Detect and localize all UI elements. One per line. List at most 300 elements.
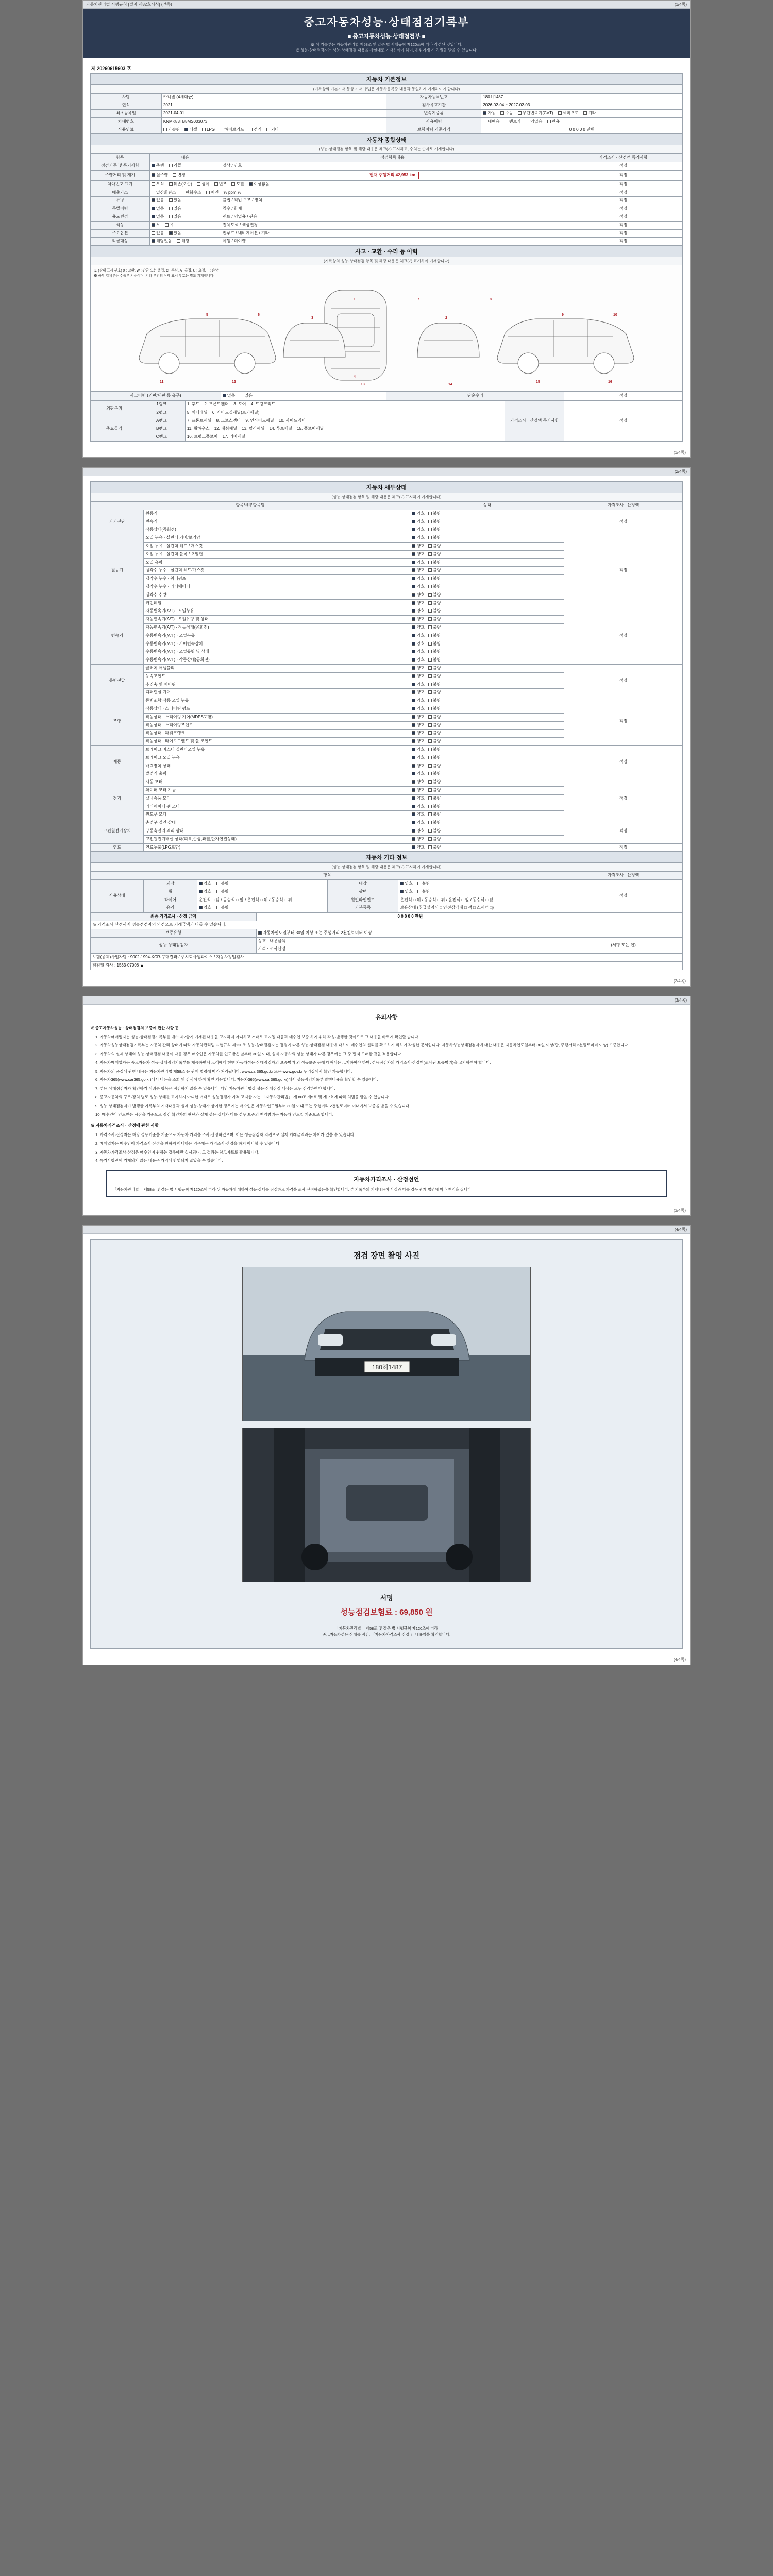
opt-good[interactable]: 양호 <box>412 820 424 826</box>
device-group-label: 변속기 <box>91 607 144 665</box>
opt-bad[interactable]: 불량 <box>428 690 441 696</box>
notice-item: 7. 성능·상태점검자가 확인하기 어려운 항목은 점검하지 않을 수 있습니다. 다만 자동차관리법상 성능·상태점검 대상은 모두 점검하여야 합니다. <box>95 1086 335 1091</box>
device-state-options[interactable] <box>410 705 564 713</box>
rank-a-label: A랭크 <box>138 417 185 425</box>
declaration-title: 자동차가격조사 · 산정선언 <box>354 1177 419 1183</box>
opt-good[interactable]: 양호 <box>412 544 424 549</box>
device-state-options[interactable] <box>410 656 564 665</box>
opt-bad[interactable]: 불량 <box>428 601 441 606</box>
device-state-options[interactable] <box>410 754 564 762</box>
device-state-options[interactable] <box>410 794 564 803</box>
device-state-options[interactable] <box>410 811 564 819</box>
opt-good[interactable]: 양호 <box>412 788 424 793</box>
opt-government[interactable]: 관용 <box>547 119 560 125</box>
opt-bad[interactable]: 불량 <box>428 641 441 647</box>
device-item-label: 변속기 <box>144 518 410 526</box>
device-state-options[interactable] <box>410 721 564 730</box>
transmission-options[interactable] <box>481 110 683 118</box>
section-other-title: 자동차 기타 정보 <box>90 852 683 863</box>
photo-underbody-svg <box>243 1428 531 1582</box>
detail-state-table <box>90 501 683 852</box>
item: 8. 크로스멤버 <box>216 418 241 423</box>
device-state-options[interactable] <box>410 510 564 518</box>
opt-actual[interactable]: 실주행 <box>152 173 168 178</box>
opt-good[interactable]: 양호 <box>412 511 424 517</box>
opt-good[interactable]: 양호 <box>199 881 211 887</box>
rank-1-items <box>185 401 505 409</box>
device-item-label: 수동변속기(M/T) · 기어변속장치 <box>144 640 410 648</box>
opt-good[interactable]: 양호 <box>412 755 424 761</box>
opt-bad[interactable]: 불량 <box>428 845 441 851</box>
opt-bad[interactable]: 불량 <box>428 820 441 826</box>
row-state: 이행 / 미이행 <box>221 238 564 246</box>
opt-painted[interactable]: 도말 <box>231 182 244 188</box>
opt-good[interactable]: 양호 <box>412 535 424 541</box>
opt-good[interactable]: 양호 <box>412 804 424 810</box>
other-note-value: 적정 <box>564 880 683 912</box>
opt-good[interactable]: 양호 <box>412 584 424 590</box>
inspector-row-1: 상호 · 내용금액 <box>256 937 564 945</box>
opt-bad[interactable]: 불량 <box>428 682 441 688</box>
declaration-body: 「자동차관리법」 제58조 및 같은 법 시행규칙 제120조에 따라 위 자동차에 대하여 성능·상태를 점검하고 가격을 조사·산정하였음을 확인합니다. 본 기록부의 기재내용이 사실과 다를 경우 관계 법령에 따라 책임을 집니다. <box>113 1187 473 1192</box>
item: 7. 프론트패널 <box>187 418 212 423</box>
sign-label: 서명 <box>380 1594 393 1602</box>
opt-good[interactable]: 양호 <box>412 739 424 744</box>
opt-good[interactable]: 양호 <box>412 706 424 712</box>
device-state-options[interactable] <box>410 599 564 607</box>
svg-text:10: 10 <box>613 313 617 317</box>
opt-yes[interactable]: 있음 <box>169 214 181 220</box>
device-state-options[interactable] <box>410 689 564 697</box>
opt-good[interactable]: 양호 <box>412 625 424 631</box>
table-row <box>91 213 683 222</box>
opt-bad[interactable]: 불량 <box>417 889 430 895</box>
opt-bad[interactable]: 불량 <box>216 905 229 911</box>
row-state: 썬루프 / 내비게이션 / 기타 <box>221 229 564 238</box>
opt-good[interactable]: 양호 <box>412 828 424 834</box>
opt-bad[interactable]: 불량 <box>428 723 441 728</box>
opt-good[interactable]: 양호 <box>412 633 424 639</box>
opt-bad[interactable]: 불량 <box>216 881 229 887</box>
opt-good[interactable]: 양호 <box>412 771 424 777</box>
opt-different[interactable]: 상이 <box>197 182 209 188</box>
notice-item: 2. 매매업자는 매수인이 가격조사·산정을 원하지 아니하는 경우에는 가격조사·산정을 하지 아니할 수 있습니다. <box>95 1141 281 1146</box>
opt-bad[interactable]: 불량 <box>428 779 441 785</box>
device-item-label: 자동변속기(A/T) · 작동상태(공회전) <box>144 623 410 632</box>
svg-text:180허1487: 180허1487 <box>372 1364 402 1371</box>
opt-bad[interactable]: 불량 <box>428 764 441 769</box>
device-state-options[interactable] <box>410 738 564 746</box>
device-group-note: 적정 <box>564 778 683 819</box>
opt-warranty[interactable]: 자동차인도일부터 30일 이상 또는 주행거리 2천킬로미터 이상 <box>258 930 372 936</box>
opt-auto[interactable]: 자동 <box>483 111 495 116</box>
opt-good[interactable]: 양호 <box>412 747 424 753</box>
opt-bad[interactable]: 불량 <box>428 576 441 582</box>
opt-na[interactable]: 해당없음 <box>152 239 172 244</box>
opt-bad[interactable]: 불량 <box>428 755 441 761</box>
opt-altered[interactable]: 변조 <box>214 182 227 188</box>
row-note: 적정 <box>564 213 683 222</box>
device-state-options[interactable] <box>410 786 564 794</box>
opt-good[interactable]: 양호 <box>412 723 424 728</box>
opt-good[interactable]: 양호 <box>412 568 424 573</box>
table-header-row <box>91 154 683 162</box>
device-state-options[interactable] <box>410 762 564 770</box>
device-state-options[interactable] <box>410 770 564 778</box>
section-basic-note: (기록상의 기본기재 통상 기재 방법은 자동차등록증 내용과 동일하게 기재하여야 합니다) <box>90 85 683 93</box>
device-state-options[interactable] <box>410 819 564 827</box>
opt-good[interactable]: 양호 <box>412 592 424 598</box>
device-item-label: 수동변속기(M/T) · 오일유량 및 상태 <box>144 648 410 656</box>
table-row <box>91 819 683 827</box>
opt-lpg[interactable]: LPG <box>202 127 215 133</box>
opt-good[interactable]: 양호 <box>412 641 424 647</box>
row-note: 적정 <box>564 197 683 205</box>
inspection-fee <box>96 1603 677 1622</box>
other-col-item: 항목 <box>91 872 564 880</box>
opt-good[interactable]: 양호 <box>412 552 424 557</box>
device-state-options[interactable] <box>410 543 564 551</box>
device-item-label: 고전원전기배선 상태(피복,손상,과열,단자연결상태) <box>144 835 410 843</box>
rank-1-label: 1랭크 <box>138 401 185 409</box>
device-state-options[interactable] <box>410 681 564 689</box>
opt-bad[interactable]: 불량 <box>417 881 430 887</box>
device-state-options[interactable] <box>410 526 564 534</box>
opt-good[interactable]: 양호 <box>412 764 424 769</box>
opt-corrosion[interactable]: 부식 <box>152 182 164 188</box>
page-2-topbar <box>83 468 690 476</box>
opt-bad[interactable]: 불량 <box>428 828 441 834</box>
opt-bad[interactable]: 불량 <box>428 666 441 671</box>
row-label: 배출가스 <box>91 189 150 197</box>
item: 1. 후드 <box>187 402 200 407</box>
opt-bad[interactable]: 불량 <box>428 608 441 614</box>
opt-good[interactable]: 양호 <box>412 796 424 802</box>
opt-acc-yes[interactable]: 있음 <box>240 393 252 399</box>
opt-manual[interactable]: 수동 <box>500 111 513 116</box>
opt-no[interactable]: 무 <box>152 223 160 228</box>
device-group-note: 적정 <box>564 697 683 746</box>
device-state-options[interactable] <box>410 778 564 787</box>
photo-underbody <box>242 1428 531 1582</box>
svg-text:16: 16 <box>608 380 612 384</box>
notice-item: 3. 자동차의 실제 상태와 성능·상태점검 내용이 다를 경우 매수인은 자동차를 인도받은 날부터 30일 이내, 실제 자동차의 성능·상태가 다른 경우에는 그 중 먼저 도래한 것을 적용합니다. <box>95 1052 402 1057</box>
opt-damaged[interactable]: 훼손(오손) <box>169 182 192 188</box>
opt-bad[interactable]: 불량 <box>428 560 441 566</box>
opt-bad[interactable]: 불량 <box>428 706 441 712</box>
device-state-options[interactable] <box>410 616 564 624</box>
opt-bad[interactable]: 불량 <box>428 657 441 663</box>
opt-fuel-other[interactable]: 기타 <box>266 127 279 133</box>
opt-rental[interactable]: 대여용 <box>483 119 499 125</box>
page-4-topbar <box>83 1226 690 1234</box>
opt-bad[interactable]: 불량 <box>428 812 441 818</box>
opt-bad[interactable]: 불량 <box>216 889 229 895</box>
opt-good[interactable]: 양호 <box>412 779 424 785</box>
opt-good[interactable]: 양호 <box>412 617 424 622</box>
device-state-options[interactable] <box>410 558 564 567</box>
damage-diagram <box>90 265 683 392</box>
opt-other[interactable]: 기타 <box>583 111 596 116</box>
device-item-label: 작동상태 · 파워크랭크 <box>144 730 410 738</box>
row-sub[interactable] <box>149 171 221 181</box>
device-state-options[interactable] <box>410 640 564 648</box>
opt-good[interactable]: 양호 <box>412 666 424 671</box>
row-label: 연식 <box>91 101 162 110</box>
opt-cvt[interactable]: 무단변속기(CVT) <box>518 111 553 116</box>
row-note: 적정 <box>564 189 683 197</box>
warranty-option[interactable] <box>256 929 682 937</box>
opt-good[interactable]: 양호 <box>412 698 424 704</box>
opt-bad[interactable]: 불량 <box>428 592 441 598</box>
table-row <box>91 401 683 409</box>
outer-panel-label: 외판부위 <box>91 401 138 417</box>
accident-label: 사고이력 (외판/내판 등 유무) <box>91 392 221 400</box>
device-item-label: 발전기 출력 <box>144 770 410 778</box>
opt-semiauto[interactable]: 세미오토 <box>558 111 579 116</box>
device-state-options[interactable] <box>410 648 564 656</box>
row-options[interactable] <box>197 888 327 896</box>
inspector-label: 성능·상태점검자 <box>91 937 257 954</box>
row-state: 불법 / 적법 구조 / 장치 <box>221 197 564 205</box>
table-row <box>91 962 683 970</box>
device-state-options[interactable] <box>410 518 564 526</box>
inner-frame-label: 주요골격 <box>91 417 138 441</box>
opt-applicable[interactable]: 해당 <box>177 239 189 244</box>
opt-bad[interactable]: 불량 <box>428 771 441 777</box>
section-detail-note: (성능·상태점검 항목 및 해당 내용은 체크(✓) 표시하여 기재합니다) <box>90 493 683 501</box>
note-col-value: 적정 <box>564 401 683 442</box>
device-item-label: 와이퍼 모터 기능 <box>144 786 410 794</box>
opt-bad[interactable]: 불량 <box>428 527 441 533</box>
device-state-options[interactable] <box>410 607 564 616</box>
opt-bad[interactable]: 불량 <box>428 788 441 793</box>
row-sub[interactable] <box>149 189 564 197</box>
opt-co[interactable]: 일산화탄소 <box>152 190 176 196</box>
simple-repair-label: 단순수리 <box>386 392 564 400</box>
item: 10. 사이드멤버 <box>278 418 306 423</box>
page-4-number: (4/4쪽) <box>674 1227 687 1232</box>
opt-good[interactable]: 양호 <box>412 576 424 582</box>
opt-good[interactable]: 양호 <box>412 845 424 851</box>
table-row <box>91 229 683 238</box>
opt-bad[interactable]: 불량 <box>428 511 441 517</box>
opt-good[interactable]: 양호 <box>412 812 424 818</box>
insurance-base-price: 0 0 0 0 0 만원 <box>481 126 683 134</box>
opt-good[interactable]: 양호 <box>412 560 424 566</box>
opt-good[interactable]: 양호 <box>412 674 424 680</box>
table-row <box>91 205 683 213</box>
col-major-device: 항목/세부항목명 <box>91 502 410 510</box>
row-label: 자동차등록번호 <box>386 93 481 101</box>
row-sub[interactable] <box>149 238 221 246</box>
opt-good[interactable]: 양호 <box>412 690 424 696</box>
opt-hc[interactable]: 탄화수소 <box>181 190 201 196</box>
opt-yes[interactable]: 있음 <box>169 231 181 236</box>
opt-bad[interactable]: 불량 <box>428 747 441 753</box>
opt-none[interactable]: 이상없음 <box>249 182 270 188</box>
table-row <box>91 93 683 101</box>
opt-yes[interactable]: 유 <box>165 223 174 228</box>
opt-smoke[interactable]: 매연 <box>206 190 219 196</box>
opt-acc-none[interactable]: 없음 <box>223 393 235 399</box>
item: 2. 프론트펜더 <box>204 402 229 407</box>
other-col-price: 가격조사 · 산정액 <box>564 872 683 880</box>
accident-history-table <box>90 392 683 400</box>
row-sub[interactable] <box>149 229 221 238</box>
opt-good[interactable]: 양호 <box>412 601 424 606</box>
opt-bad[interactable]: 불량 <box>428 698 441 704</box>
opt-good[interactable]: 양호 <box>412 519 424 525</box>
device-item-label: 오일 누유 · 실린더 헤드 / 개스킷 <box>144 543 410 551</box>
row-options-right[interactable] <box>398 888 564 896</box>
opt-bad[interactable]: 불량 <box>428 535 441 541</box>
opt-good[interactable]: 양호 <box>199 905 211 911</box>
svg-text:3: 3 <box>311 316 313 320</box>
opt-b[interactable]: 리콜 <box>169 163 181 169</box>
opt-no[interactable]: 없음 <box>152 214 164 220</box>
opt-good[interactable]: 양호 <box>412 682 424 688</box>
opt-no[interactable]: 없음 <box>152 198 164 204</box>
device-state-options[interactable] <box>410 835 564 843</box>
rank-c-label: C랭크 <box>138 433 185 442</box>
opt-bad[interactable]: 불량 <box>428 674 441 680</box>
accident-options[interactable] <box>221 392 386 400</box>
opt-bad[interactable]: 불량 <box>428 519 441 525</box>
row-state: 정상 / 양호 <box>221 162 564 171</box>
opt-bad[interactable]: 불량 <box>428 715 441 720</box>
table-row <box>91 189 683 197</box>
row-options[interactable] <box>197 880 327 888</box>
inspector-sign[interactable]: (서명 또는 인) <box>564 937 683 954</box>
rank-2-label: 2랭크 <box>138 409 185 417</box>
photo-section-title: 점검 장면 촬영 사진 <box>353 1251 420 1261</box>
opt-a[interactable]: 주행 <box>152 163 164 169</box>
opt-bad[interactable]: 불량 <box>428 633 441 639</box>
row-sub[interactable] <box>149 162 221 171</box>
device-state-options[interactable] <box>410 550 564 558</box>
accident-note: 적정 <box>564 392 683 400</box>
opt-bad[interactable]: 불량 <box>428 649 441 655</box>
device-state-options[interactable] <box>410 591 564 599</box>
row-label: 리콜대상 <box>91 238 150 246</box>
row-label: 외장 <box>144 880 197 888</box>
notice-title: 유의사항 <box>375 1014 398 1021</box>
svg-text:1: 1 <box>354 298 356 302</box>
table-row <box>91 101 683 110</box>
device-state-options[interactable] <box>410 575 564 583</box>
device-state-options[interactable] <box>410 664 564 672</box>
opt-good[interactable]: 양호 <box>199 889 211 895</box>
opt-good[interactable]: 양호 <box>412 649 424 655</box>
row-options-right[interactable] <box>398 880 564 888</box>
opt-bad[interactable]: 불량 <box>428 625 441 631</box>
opt-good[interactable]: 양호 <box>400 881 412 887</box>
opt-hybrid[interactable]: 하이브리드 <box>220 127 244 133</box>
opt-good[interactable]: 양호 <box>412 731 424 736</box>
opt-gasoline[interactable]: 가솔린 <box>163 127 180 133</box>
opt-good[interactable]: 양호 <box>412 527 424 533</box>
opt-diesel[interactable]: 디젤 <box>184 127 197 133</box>
opt-good[interactable]: 양호 <box>412 837 424 842</box>
row-sub[interactable] <box>149 221 221 229</box>
row-sub[interactable] <box>149 197 221 205</box>
page-4-footer: (4/4쪽) <box>673 1657 686 1662</box>
row-sub[interactable] <box>149 180 564 189</box>
device-state-options[interactable] <box>410 534 564 543</box>
device-state-options[interactable] <box>410 827 564 835</box>
device-state-options[interactable] <box>410 623 564 632</box>
opt-good[interactable]: 양호 <box>400 889 412 895</box>
svg-text:6: 6 <box>258 313 260 317</box>
device-item-label: 브레이크 오일 누유 <box>144 754 410 762</box>
row-options[interactable] <box>197 904 327 912</box>
device-state-options[interactable] <box>410 567 564 575</box>
device-item-label: 냉각수 누수 · 라디에이터 <box>144 583 410 591</box>
fuel-options[interactable] <box>161 126 386 134</box>
device-state-options[interactable] <box>410 843 564 852</box>
opt-rentcar[interactable]: 렌트카 <box>505 119 521 125</box>
opt-bad[interactable]: 불량 <box>428 804 441 810</box>
device-state-options[interactable] <box>410 713 564 721</box>
device-state-options[interactable] <box>410 632 564 640</box>
opt-electric[interactable]: 전기 <box>249 127 261 133</box>
device-state-options[interactable] <box>410 745 564 754</box>
rank-a-items <box>185 417 505 425</box>
opt-bad[interactable]: 불량 <box>428 584 441 590</box>
device-state-options[interactable] <box>410 730 564 738</box>
opt-yes[interactable]: 있음 <box>169 198 181 204</box>
notice-item: 3. 자동차가격조사·산정은 매수인이 원하는 경우에만 실시되며, 그 결과는 참고자료로 활용됩니다. <box>95 1149 260 1155</box>
opt-changed[interactable]: 변경 <box>173 173 185 178</box>
opt-bad[interactable]: 불량 <box>428 739 441 744</box>
opt-yes[interactable]: 있음 <box>169 206 181 212</box>
final-price-label: 최종 가격조사 · 산정 금액 <box>91 913 257 921</box>
opt-bad[interactable]: 불량 <box>428 568 441 573</box>
opt-good[interactable]: 양호 <box>412 657 424 663</box>
notice-item: 8. 중고자동차의 구조·장치 별로 성능·상태를 고지하지 아니한 거래로 성능점검자 가격 고지한 자는 「자동차관리법」 제 80조 제5호 및 제 7호에 따라 처벌을 받을 수 있습니다. <box>95 1094 390 1099</box>
opt-good[interactable]: 양호 <box>412 608 424 614</box>
opt-no[interactable]: 없음 <box>152 231 164 236</box>
item: 12. 대쉬패널 <box>214 426 237 431</box>
opt-bad[interactable]: 불량 <box>428 552 441 557</box>
device-item-label: 클러치 어셈블리 <box>144 664 410 672</box>
device-state-options[interactable] <box>410 583 564 591</box>
device-state-options[interactable] <box>410 803 564 811</box>
opt-bad[interactable]: 불량 <box>428 796 441 802</box>
opt-good[interactable]: 양호 <box>412 715 424 720</box>
opt-bad[interactable]: 불량 <box>428 617 441 622</box>
page-2-number: (2/4쪽) <box>674 469 687 474</box>
row-label: 타이어 <box>144 896 197 904</box>
opt-bad[interactable]: 불량 <box>428 544 441 549</box>
page-2 <box>82 467 691 987</box>
opt-business[interactable]: 영업용 <box>526 119 542 125</box>
row-sub[interactable] <box>149 213 221 222</box>
opt-bad[interactable]: 불량 <box>428 731 441 736</box>
usage-options[interactable] <box>481 117 683 126</box>
row-label: 차명 <box>91 93 162 101</box>
table-row <box>91 778 683 787</box>
opt-bad[interactable]: 불량 <box>428 837 441 842</box>
row-value: 2021-04-01 <box>161 110 386 118</box>
table-row <box>91 197 683 205</box>
opt-no[interactable]: 없음 <box>152 206 164 212</box>
row-sub[interactable] <box>149 205 221 213</box>
device-state-options[interactable] <box>410 672 564 681</box>
device-state-options[interactable] <box>410 697 564 705</box>
fee-label: 성능점검보험료 : <box>340 1608 397 1617</box>
